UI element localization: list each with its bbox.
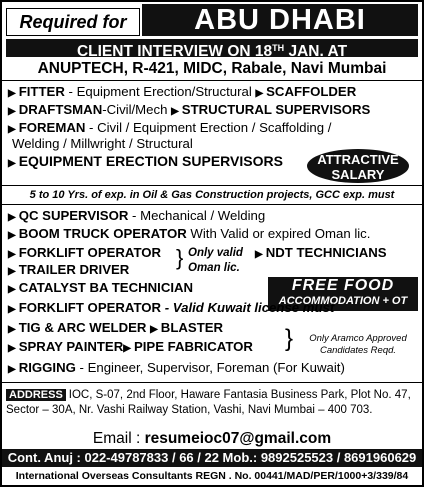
interview-venue: ANUPTECH, R-421, MIDC, Rabale, Navi Mumbai (2, 58, 422, 81)
job-line-foreman-cont: Welding / Millwright / Structural (12, 136, 193, 151)
interview-banner (6, 39, 418, 60)
job-line-trailer (8, 262, 129, 280)
free-food-label: FREE FOOD (291, 277, 395, 294)
email-link[interactable]: resumeioc07@gmail.com (144, 430, 332, 447)
job-line-forklift (8, 245, 161, 263)
address-line-2: Sector – 30A, Nr. Vashi Railway Station, Vashi, Navi Mumbai – 400 703. (6, 404, 373, 416)
contact-bar: Cont. Anuj : 022-49787833 / 66 / 22 Mob.: 9892525523 / 8691960629 (2, 449, 422, 467)
interview-prefix: CLIENT INTERVIEW ON 18 (76, 43, 273, 60)
email-label: Email : (92, 430, 145, 447)
brace-icon: } (285, 325, 294, 352)
job-title: FOREMAN (18, 120, 86, 135)
arrow-icon: ▶ (8, 88, 16, 99)
oman-note-1: Only valid (188, 247, 243, 259)
badge-line-1: ATTRACTIVE (317, 152, 399, 167)
arrow-icon: ▶ (8, 249, 16, 260)
job-line-forklift-kuwait (8, 300, 334, 318)
badge-line-2: SALARY (331, 167, 385, 182)
job-title: STRUCTURAL SUPERVISORS (181, 102, 371, 117)
aramco-note-1: Only Aramco Approved (309, 333, 407, 344)
arrow-icon: ▶ (8, 364, 16, 375)
job-line-fitter (8, 84, 356, 102)
aramco-note (298, 333, 418, 357)
required-for-label: Required for (6, 8, 140, 36)
job-desc: - Valid Kuwait license must (161, 300, 335, 315)
job-desc: -Civil/Mech (102, 102, 172, 117)
job-title: TIG & ARC WELDER (18, 320, 147, 335)
job-title: EQUIPMENT ERECTION SUPERVISORS (18, 153, 283, 169)
job-line-boom (8, 226, 370, 244)
address-block (6, 388, 420, 418)
arrow-icon: ▶ (255, 249, 263, 260)
arrow-icon: ▶ (8, 284, 16, 295)
job-title: QC SUPERVISOR (18, 208, 129, 223)
arrow-icon: ▶ (150, 324, 158, 335)
job-title: SCAFFOLDER (266, 84, 357, 99)
arrow-icon: ▶ (8, 230, 16, 241)
arrow-icon: ▶ (8, 124, 16, 135)
header (2, 2, 422, 38)
job-desc: With Valid or expired Oman lic. (186, 226, 371, 241)
arrow-icon: ▶ (8, 106, 16, 117)
brace-icon: } (176, 245, 184, 270)
job-title: RIGGING (18, 360, 76, 375)
experience-requirement: 5 to 10 Yrs. of exp. in Oil & Gas Construction projects, GCC exp. must (2, 185, 422, 205)
address-label: ADDRESS (6, 389, 66, 401)
job-title: FORKLIFT OPERATOR (18, 300, 162, 315)
job-line-draftsman (8, 102, 370, 120)
job-title: BOOM TRUCK OPERATOR (18, 226, 187, 241)
job-desc: - Mechanical / Welding (128, 208, 266, 223)
job-title: DRAFTSMAN (18, 102, 103, 117)
job-title: PIPE FABRICATOR (133, 339, 253, 354)
job-line-equipment (8, 153, 283, 172)
job-line-tig (8, 320, 223, 338)
address-line-1: IOC, S-07, 2nd Floor, Haware Fantasia Business Park, Plot No. 47, (68, 389, 411, 401)
aramco-note-2: Candidates Reqd. (319, 345, 397, 356)
arrow-icon: ▶ (171, 106, 179, 117)
job-line-rigging (8, 360, 345, 378)
job-line-catalyst (8, 280, 193, 298)
job-desc: - Equipment Erection/Structural (64, 84, 256, 99)
job-title: CATALYST BA TECHNICIAN (18, 280, 194, 295)
job-desc: - Engineer, Supervisor, Foreman (For Kuwait) (75, 360, 345, 375)
arrow-icon: ▶ (8, 324, 16, 335)
divider (2, 382, 422, 383)
arrow-icon: ▶ (8, 266, 16, 277)
arrow-icon: ▶ (255, 88, 264, 99)
job-title: FORKLIFT OPERATOR (18, 245, 162, 260)
job-line-ndt (255, 245, 387, 263)
destination-title: ABU DHABI (142, 4, 418, 36)
job-title: NDT TECHNICIANS (265, 245, 387, 260)
job-desc: - Civil / Equipment Erection / Scaffolding / (85, 120, 332, 135)
job-title: TRAILER DRIVER (18, 262, 130, 277)
interview-date-suffix: TH (272, 43, 285, 53)
job-title: SPRAY PAINTER (18, 339, 124, 354)
arrow-icon: ▶ (8, 158, 16, 169)
attractive-salary-badge (307, 149, 409, 183)
arrow-icon: ▶ (8, 343, 16, 354)
arrow-icon: ▶ (8, 212, 16, 223)
interview-suffix: JAN. AT (284, 43, 348, 60)
oman-note-2: Oman lic. (188, 262, 240, 274)
job-line-qc (8, 208, 265, 226)
job-line-spray (8, 339, 253, 357)
arrow-icon: ▶ (8, 304, 16, 315)
registration-line: International Overseas Consultants REGN . No. 00441/MAD/PER/1000+3/339/84 (15, 470, 409, 482)
job-title: BLASTER (160, 320, 224, 335)
arrow-icon: ▶ (123, 343, 131, 354)
job-title: FITTER (18, 84, 65, 99)
email-line (2, 430, 422, 448)
accommodation-label: ACCOMMODATION + OT (278, 295, 408, 307)
